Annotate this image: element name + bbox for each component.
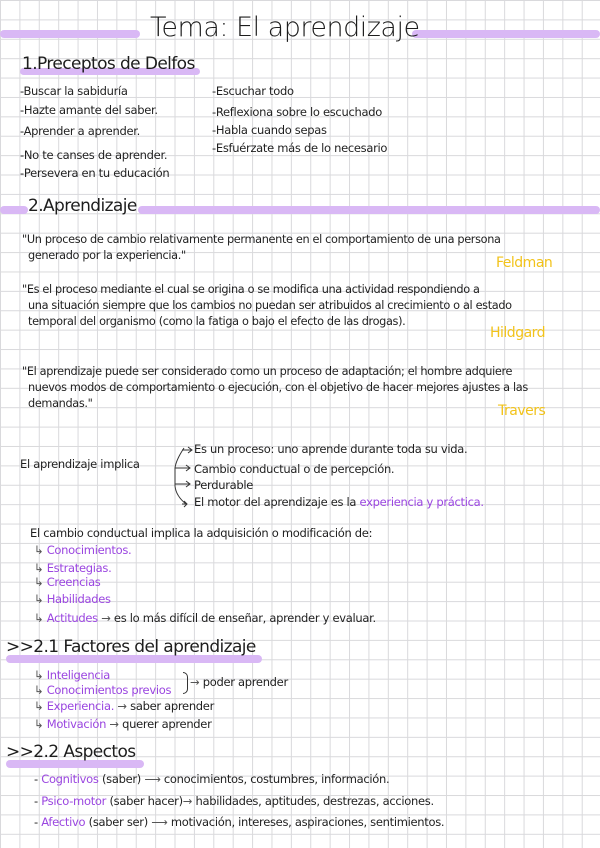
cambio-item: ↳ Estrategias. [34,561,112,575]
delfos-item: -Esfuérzate más de lo necesario [212,141,388,155]
factor-brace [183,672,188,694]
factor-item: ↳ Conocimientos previos [34,683,172,697]
quote-feldman-line: "Un proceso de cambio relativamente permanente en el comportamiento de una persona [22,233,501,246]
section22-heading: >>2.2 Aspectos [6,742,136,762]
delfos-item: -No te canses de aprender. [20,148,168,162]
delfos-item: -Buscar la sabiduría [20,84,128,98]
factor-item: ↳ Inteligencia [34,668,110,682]
implica-arrows [172,446,196,508]
cambio-item: ↳ Creencias [34,575,101,589]
quote-hildgard-line: "Es el proceso mediante el cual se origina o se modifica una actividad respondiendo a [22,283,480,296]
cambio-item: ↳ Actitudes → es lo más difícil de enseñar, aprender y evaluar. [34,611,376,625]
implica-item: Perdurable [194,478,254,492]
section1-heading: 1.Preceptos de Delfos [22,54,195,74]
delfos-item: -Hazte amante del saber. [20,103,158,117]
page-title: Tema: El aprendizaje [150,12,420,43]
implica-highlight: experiencia y práctica. [359,495,484,509]
implica-item [194,495,484,509]
delfos-item: -Aprender a aprender. [20,124,140,138]
aspecto-item: - Psico-motor (saber hacer)→ habilidades, aptitudes, destrezas, acciones. [34,794,434,808]
quote-hildgard-line: temporal del organismo (como la fatiga o bajo el efecto de las drogas). [28,315,406,328]
quote-author: Hildgard [490,325,546,341]
quote-feldman-line: generado por la experiencia." [28,249,186,262]
section2-highlight-left [0,206,28,214]
implica-item-text: El motor del aprendizaje es la [194,495,360,509]
aspecto-item: - Afectivo (saber ser) ⟶ motivación, intereses, aspiraciones, sentimientos. [34,815,445,829]
factor-item: ↳ Motivación → querer aprender [34,717,212,731]
cambio-item: ↳ Conocimientos. [34,543,132,557]
section2-heading: 2.Aprendizaje [28,196,137,216]
quote-travers-line: "El aprendizaje puede ser considerado como un proceso de adaptación; el hombre adquiere [22,365,513,378]
quote-travers-line: nuevos modos de comportamiento o ejecución, con el objetivo de hacer mejores ajustes a las [28,381,528,394]
cambio-intro: El cambio conductual implica la adquisición o modificación de: [30,526,373,540]
title-highlight-left [0,30,140,38]
implica-item: Es un proceso: uno aprende durante toda su vida. [194,442,468,456]
title-highlight-right [412,30,600,38]
aspecto-item: - Cognitivos (saber) ⟶ conocimientos, costumbres, información. [34,772,390,786]
section21-heading: >>2.1 Factores del aprendizaje [6,637,256,657]
delfos-item: -Escuchar todo [212,84,294,98]
implica-label: El aprendizaje implica [20,457,140,471]
factor-brace-result: → poder aprender [190,675,288,689]
section2-highlight-right [138,206,600,214]
factor-item: ↳ Experiencia. → saber aprender [34,699,215,713]
actitudes-note: es lo más difícil de enseñar, aprender y evaluar. [113,611,376,625]
implica-item: Cambio conductual o de percepción. [194,462,395,476]
quote-author: Travers [498,403,546,419]
quote-author: Feldman [496,255,553,271]
delfos-item: -Reflexiona sobre lo escuchado [212,105,382,119]
delfos-item: -Persevera en tu educación [20,166,170,180]
quote-travers-line: demandas." [28,397,93,410]
delfos-item: -Habla cuando sepas [212,123,327,137]
cambio-item: ↳ Habilidades [34,592,111,606]
quote-hildgard-line: una situación siempre que los cambios no puedan ser atribuidos al crecimiento o al estado [28,299,512,312]
